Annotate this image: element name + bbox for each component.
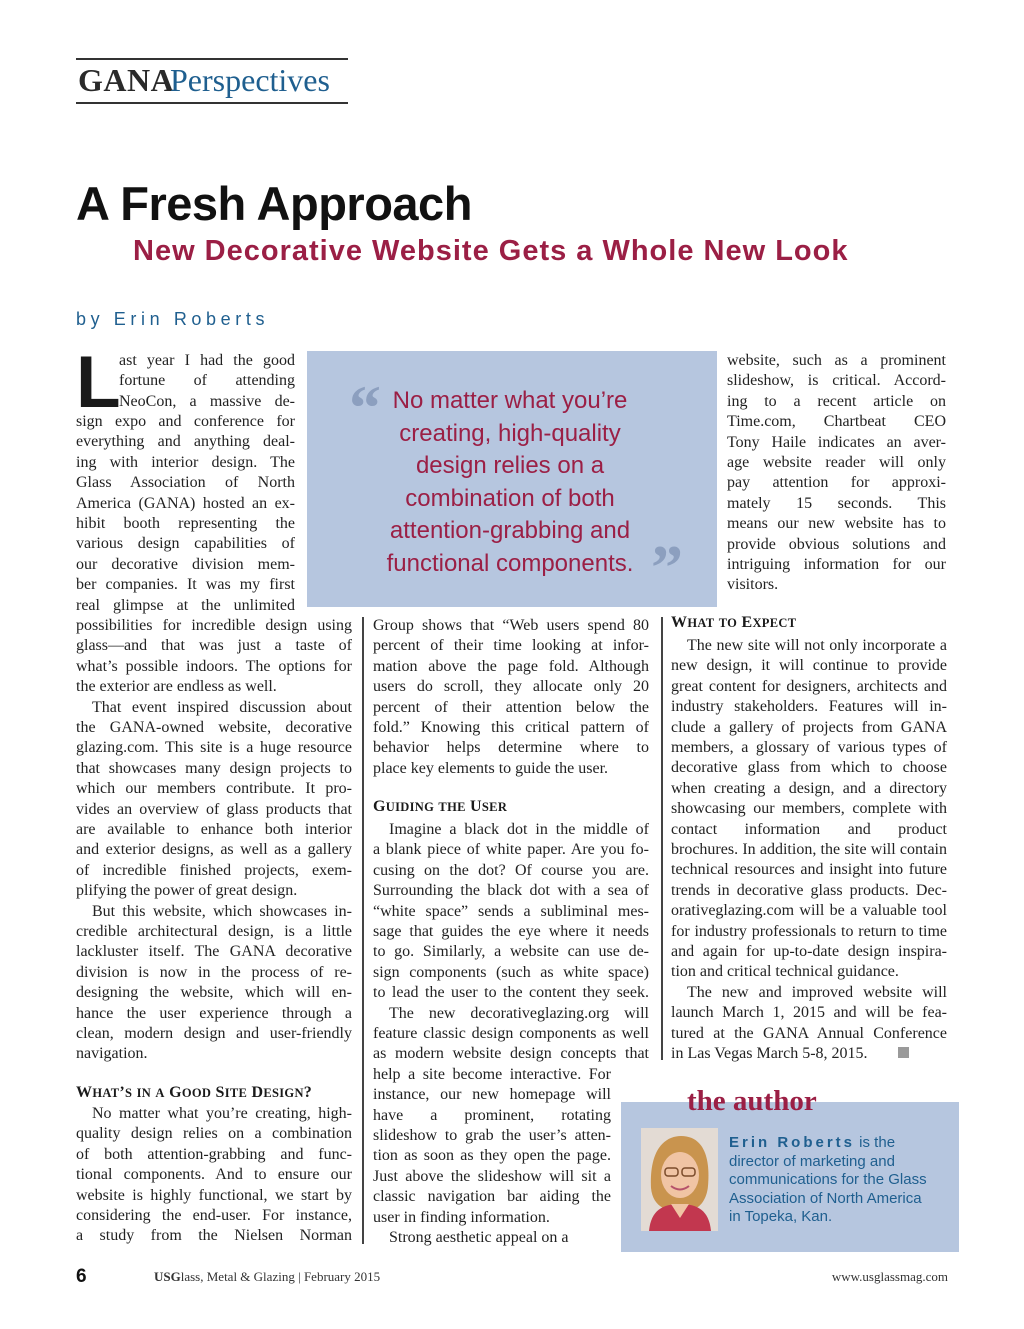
text-line: members, a glossary of various types of [671,739,947,756]
text-line: sign expo and conference for [76,413,295,430]
text-line: ing with interior design. The [76,453,295,471]
text-line: intriguing information for our [727,556,946,573]
text-line: contact information and product [671,820,947,838]
text-line: percent of their time looking at infor- [373,637,649,655]
text-line: The new decorativeglazing.org will [389,1004,649,1022]
text-line: as modern website design concepts that [373,1045,649,1063]
text-line: brochures. In addition, the site will contain [671,841,947,858]
text-line: a study from the Nielsen Norman [76,1227,352,1245]
text-line: website is highly functional, we start by [76,1186,352,1204]
text-line: credible architectural design, is a little [76,923,352,940]
text-line: division is now in the process of re- [76,963,352,981]
article-title: A Fresh Approach [76,177,472,230]
text-line: percent of their attention below the [373,698,649,716]
text-line: instance, our new homepage will [373,1086,611,1104]
author-bio-line: director of marketing and [729,1152,895,1170]
text-line: what’s possible indoors. The options for [76,657,352,675]
text-line: help a site become interactive. For [373,1065,611,1083]
text-line: website, such as a prominent [727,352,946,369]
text-line: feature classic design components as well [373,1025,649,1042]
text-line: visitors. [727,576,779,594]
section-heading: WHAT TO EXPECT [671,614,797,631]
text-line: age website reader will only [727,454,946,471]
footer-url: www.usglassmag.com [831,1269,948,1284]
text-line: the exterior are endless as well. [76,678,277,696]
pub-name-bold: USG [154,1269,181,1284]
text-line: to lead the user to the content they seek. [373,984,649,1002]
text-line: trends in decorative glass products. Dec- [671,881,947,899]
masthead-gana: GANA [78,62,175,98]
text-line: slideshow to grab the user’s atten- [373,1127,611,1144]
text-line: launch March 1, 2015 and will be fea- [671,1004,947,1022]
text-line: and exterior designs, as well as a gallery [76,841,352,859]
footer-separator: | [298,1269,301,1284]
text-line: possibilities for incredible design using [76,617,352,634]
open-quote-mark: “ [349,372,381,443]
text-line: ast year I had the good [119,352,295,369]
pub-name-rest: lass, Metal & Glazing [180,1269,295,1284]
text-line: Group shows that “Web users spend 80 [373,617,649,634]
text-line: users do scroll, they allocate only 20 [373,678,649,696]
masthead-perspectives: Perspectives [170,62,330,98]
text-line: are available to enhance both interior [76,821,352,838]
text-line: mately 15 seconds. This [727,494,946,512]
text-line: orativeglazing.com will be a valuable tool [671,902,947,920]
text-line: clean, modern design and user-friendly [76,1025,352,1042]
text-line: fortune of attending [119,372,295,390]
pull-quote-line: attention-grabbing and [389,517,631,545]
text-line: navigation. [76,1045,148,1063]
text-line: in Las Vegas March 5-8, 2015. [671,1045,868,1062]
column-rule-2 [661,617,663,1060]
section-heading: GUIDING THE USER [373,798,508,815]
text-line: showcasing our members, complete with [671,800,947,818]
text-line: Strong aesthetic appeal on a [389,1229,569,1246]
page-number: 6 [76,1266,87,1287]
text-line: glass—and that was just a taste of [76,637,352,655]
text-line: ber companies. It was my first [76,576,295,594]
text-line: tional components. And to ensure our [76,1166,352,1184]
text-line: user in finding information. [373,1208,550,1226]
text-line: cusing on the dot? Of course you are. [373,861,649,879]
author-name: Erin Roberts [729,1134,856,1151]
masthead [76,58,348,104]
text-line: real glimpse at the unlimited [76,596,295,614]
publication-footer [154,1269,380,1285]
text-line: glazing.com. This site is a huge resource [76,739,352,757]
text-line: tion as soon as they open the page. [373,1147,611,1165]
text-line: Glass Association of North [76,474,295,492]
text-line: behavior helps determine where to [373,739,649,757]
text-line: considering the end-user. For instance, [76,1207,352,1224]
text-line: place key elements to guide the user. [373,759,609,777]
text-line: mation above the page fold. Although [373,657,649,675]
text-line: Imagine a black dot in the middle of [389,821,649,838]
drop-cap: L [76,342,121,423]
text-line: decorative glass from which to choose [671,759,947,777]
text-line: The new site will not only incorporate a [687,637,947,654]
text-line: and again for up-to-date design inspira- [671,943,947,960]
text-line: have a prominent, rotating [373,1106,611,1124]
text-line: hance the user experience through a [76,1004,352,1022]
text-line: hibit booth representing the [76,515,295,532]
text-line: pay attention for approxi- [727,474,946,492]
text-line: of incredible finished projects, exem- [76,861,352,879]
author-bio-line: communications for the Glass [729,1171,927,1189]
text-line: a blank piece of white paper. Are you fo- [373,841,649,859]
pull-quote [307,351,717,607]
text-line: That event inspired discussion about [92,698,352,716]
text-line: when creating a design, and a directory [671,779,947,797]
text-line: tion and critical technical guidance. [671,963,899,981]
author-bio-line: in Topeka, Kan. [729,1208,833,1226]
text-line: sage that guides the eye where it needs [373,923,649,940]
text-line: “white space” sends a subliminal mes- [373,902,649,920]
text-line: ing to a recent article on [727,392,946,410]
footer-issue: February 2015 [303,1269,381,1284]
section-heading: WHAT’S IN A GOOD SITE DESIGN? [76,1084,313,1101]
pull-quote-line: design relies on a [415,452,605,480]
text-line: But this website, which showcases in- [92,902,352,920]
text-line: sign components (such as white space) [373,963,649,981]
pull-quote-line: No matter what you’re [392,387,628,414]
text-line: means our new website has to [727,515,946,533]
text-line: to go. Similarly, a website can use de- [373,943,649,961]
text-line: new design, it will continue to provide [671,657,947,675]
text-line: quality design relies on a combination [76,1125,352,1143]
text-line: which our members contribute. It pro- [76,780,352,798]
pull-quote-line: creating, high-quality [399,419,621,447]
author-photo [641,1128,718,1231]
text-line: our decorative division mem- [76,555,295,573]
text-line: that showcases many design projects to [76,759,352,777]
text-line: classic navigation bar aiding the [373,1188,611,1206]
end-mark [898,1047,909,1058]
text-line: vides an overview of glass products that [76,800,352,818]
text-line: for industry professionals to return to time [671,922,947,940]
text-line: various design capabilities of [76,535,295,553]
author-bio-line [729,1134,895,1153]
author-heading: the author [687,1085,817,1117]
text-line: clude a gallery of projects from GANA [671,718,947,736]
text-line: everything and anything deal- [76,433,295,451]
text-line: of both attention-grabbing and func- [76,1145,352,1163]
text-line: designing the website, which will en- [76,984,352,1002]
close-quote-mark: ” [651,532,683,603]
author-bio-text: is the [855,1134,896,1151]
pull-quote-line: functional components. [386,550,634,577]
text-line: technical resources and insight into future [671,861,947,879]
text-line: Tony Haile indicates an aver- [727,433,946,451]
article-subtitle: New Decorative Website Gets a Whole New Look [133,235,849,267]
text-line: great content for designers, architects and [671,677,947,695]
byline: by Erin Roberts [76,309,270,329]
text-line: tured at the GANA Annual Conference [671,1024,947,1042]
text-line: NeoCon, a massive de- [119,392,295,410]
text-line: Time.com, Chartbeat CEO [727,413,946,431]
text-line: lackluster itself. The GANA decorative [76,943,352,961]
text-line: America (GANA) hosted an ex- [76,494,295,512]
text-line: the GANA-owned website, decorative [76,719,352,736]
text-line: industry stakeholders. Features will in- [671,698,947,716]
pull-quote-line: combination of both [405,484,615,512]
text-line: provide obvious solutions and [727,535,946,553]
text-line: Surrounding the black dot with a sea of [373,882,649,900]
text-line: The new and improved website will [687,983,947,1001]
text-line: slideshow, is critical. Accord- [727,372,946,390]
author-bio-line: Association of North America [729,1189,922,1207]
column-rule-1 [362,617,364,1244]
text-line: Just above the slideshow will sit a [373,1167,611,1185]
text-line: plifying the power of great design. [76,882,298,900]
text-line: No matter what you’re creating, high- [92,1105,352,1122]
text-line: fold.” Knowing this critical pattern of [373,719,649,736]
